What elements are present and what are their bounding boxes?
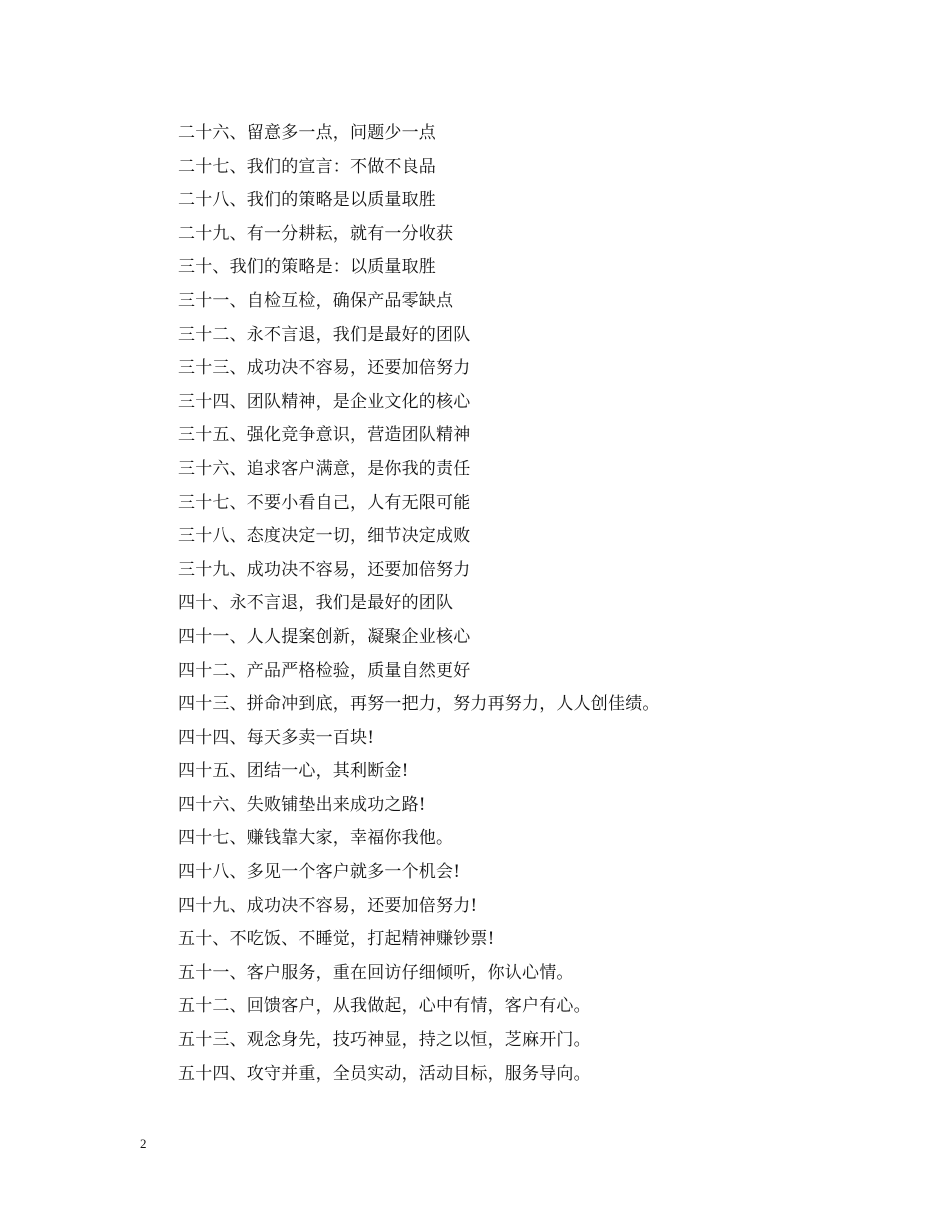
slogan-line: 四十三、拼命冲到底，再努一把力，努力再努力，人人创佳绩。 xyxy=(178,694,660,715)
slogan-list xyxy=(178,117,878,1091)
slogan-line: 三十九、成功决不容易，还要加倍努力 xyxy=(178,559,471,580)
slogan-line: 四十四、每天多卖一百块! xyxy=(178,727,375,748)
slogan-line: 三十八、态度决定一切，细节决定成败 xyxy=(178,526,471,547)
slogan-line: 二十八、我们的策略是以质量取胜 xyxy=(178,190,436,211)
slogan-line: 五十四、攻守并重，全员实动，活动目标，服务导向。 xyxy=(178,1063,591,1084)
slogan-line: 五十二、回馈客户，从我做起，心中有情，客户有心。 xyxy=(178,996,591,1017)
slogan-line: 二十七、我们的宣言：不做不良品 xyxy=(178,156,436,177)
slogan-line: 四十二、产品严格检验，质量自然更好 xyxy=(178,660,471,681)
slogan-line: 三十四、团队精神，是企业文化的核心 xyxy=(178,391,471,412)
slogan-line: 四十七、赚钱靠大家，幸福你我他。 xyxy=(178,828,454,849)
slogan-line: 三十七、不要小看自己，人有无限可能 xyxy=(178,492,471,513)
slogan-line: 五十、不吃饭、不睡觉，打起精神赚钞票! xyxy=(178,929,495,950)
slogan-line: 三十五、强化竞争意识，营造团队精神 xyxy=(178,425,471,446)
slogan-line: 五十一、客户服务，重在回访仔细倾听，你认心情。 xyxy=(178,962,574,983)
slogan-line: 四十九、成功决不容易，还要加倍努力! xyxy=(178,895,478,916)
page-number: 2 xyxy=(140,1136,147,1151)
slogan-line: 四十八、多见一个客户就多一个机会! xyxy=(178,862,461,883)
slogan-line: 四十、永不言退，我们是最好的团队 xyxy=(178,593,454,614)
slogan-line: 三十一、自检互检，确保产品零缺点 xyxy=(178,290,454,311)
slogan-line: 三十六、追求客户满意，是你我的责任 xyxy=(178,458,471,479)
slogan-line: 二十九、有一分耕耘，就有一分收获 xyxy=(178,223,454,244)
slogan-line: 三十二、永不言退，我们是最好的团队 xyxy=(178,324,471,345)
slogan-line: 四十六、失败铺垫出来成功之路! xyxy=(178,794,426,815)
slogan-line: 四十五、团结一心，其利断金! xyxy=(178,761,409,782)
slogan-line: 五十三、观念身先，技巧神显，持之以恒，芝麻开门。 xyxy=(178,1030,591,1051)
slogan-line: 二十六、留意多一点，问题少一点 xyxy=(178,123,436,143)
slogan-line: 四十一、人人提案创新，凝聚企业核心 xyxy=(178,626,471,647)
slogan-line: 三十三、成功决不容易，还要加倍努力 xyxy=(178,358,471,379)
slogan-line: 三十、我们的策略是：以质量取胜 xyxy=(178,257,436,278)
